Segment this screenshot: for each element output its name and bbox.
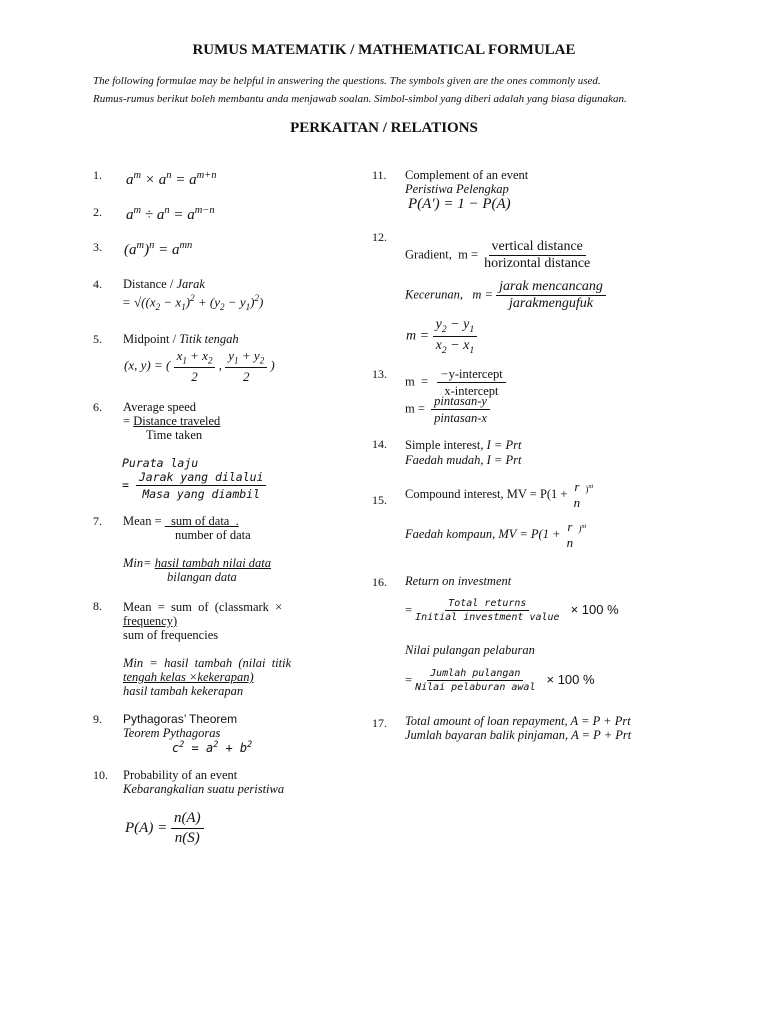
min-grouped-line2: tengah kelas ×kekerapan)	[123, 670, 254, 684]
item-number: 11.	[372, 168, 387, 182]
loan-repayment-ms: Jumlah bayaran balik pinjaman, A = P + Prt	[405, 728, 632, 742]
formula-return-on-investment: = $\frac{\text{Total returns}}{\text{Initial investment value}}$ × 100 %	[405, 598, 619, 623]
formula-index-power: $(a^m)^n = a^{mn}$	[124, 240, 193, 258]
compound-interest-formula: Compound interest, MV = P(1 + r n $^{)^{nt}}$	[405, 479, 594, 510]
item-number: 15.	[372, 493, 387, 507]
min-grouped-line3: hasil tambah kekerapan	[123, 684, 244, 698]
item-number: 7.	[93, 514, 102, 528]
return-on-investment-label: Return on investment	[405, 574, 512, 588]
intro-malay: Rumus-rumus berikut boleh membantu anda menjawab soalan. Simbol-simbol yang diberi adalah yang biasa digunakan.	[93, 93, 627, 105]
mean-formula: Mean = sum of data .	[123, 514, 239, 528]
min-formula: Min= hasil tambah nilai data	[123, 556, 272, 570]
item-number: 5.	[93, 332, 102, 346]
item-number: 3.	[93, 240, 102, 254]
average-speed-numerator: = Distance traveled	[123, 414, 221, 428]
pintasan-formula: m = $\frac{\text{pintasan-y}}{\text{pintasan-x}}$	[405, 394, 490, 425]
gradient-formula: Gradient, m = $\frac{\text{vertical distance}}{\text{horizontal distance}}$	[405, 239, 591, 271]
item-number: 1.	[93, 168, 102, 182]
kecerunan-formula: Kecerunan, m = $\frac{\text{jarak mencancang}}{\text{jarakmengufuk}}$	[405, 280, 606, 311]
item-number: 2.	[93, 205, 102, 219]
formula-index-multiply: $a^m \times a^n = a^{m+n}$	[126, 170, 217, 188]
simple-interest-formula: Simple interest, I = Prt	[405, 438, 522, 452]
section-title: PERKAITAN / RELATIONS	[290, 120, 478, 136]
formula-purata-laju: = $\frac{\text{Jarak yang dilalui}}{\text{Masa yang diambil}}$	[122, 470, 266, 501]
item-number: 9.	[93, 712, 102, 726]
intro-english: The following formulae may be helpful in answering the questions. The symbols given are the ones commonly used.	[93, 75, 601, 87]
item-number: 17.	[372, 716, 387, 730]
probability-label: Probability of an event	[123, 768, 238, 782]
nilai-pulangan-label: Nilai pulangan pelaburan	[405, 643, 535, 657]
mean-denominator: number of data	[175, 528, 251, 542]
faedah-kompaun-formula: Faedah kompaun, MV = P(1 + r n $^{)^{nt}}$	[405, 519, 587, 550]
page-title: RUMUS MATEMATIK / MATHEMATICAL FORMULAE	[192, 42, 576, 58]
kebarangkalian-label: Kebarangkalian suatu peristiwa	[123, 782, 285, 796]
purata-laju-label: Purata laju	[122, 456, 199, 470]
item-number: 4.	[93, 277, 102, 291]
formula-probability: P(A) = $\frac{n(A)}{n(S)}$	[125, 810, 204, 847]
min-denominator: bilangan data	[167, 570, 237, 584]
peristiwa-pelengkap-label: Peristiwa Pelengkap	[405, 182, 509, 196]
faedah-mudah-formula: Faedah mudah, I = Prt	[405, 453, 522, 467]
item-number: 8.	[93, 599, 102, 613]
formula-gradient-points: m = $\frac{y_2 - y_1}{x_2 - x_1}$	[406, 317, 477, 356]
loan-repayment-en: Total amount of loan repayment, A = P + Prt	[405, 714, 631, 728]
formula-midpoint: (x, y) = ( $\frac{x_1 + x_2}{2}$ , $\frac{y_1 + y_2}{2}$ )	[124, 348, 275, 384]
formula-nilai-pulangan: = $\frac{\text{Jumlah pulangan}}{\text{Nilai pelaburan awal}}$ × 100 %	[405, 668, 595, 693]
complement-label: Complement of an event	[405, 168, 529, 182]
teorem-pythagoras-label: Teorem Pythagoras	[123, 726, 221, 740]
midpoint-label: Midpoint / Titik tengah	[123, 332, 239, 346]
item-number: 10.	[93, 768, 108, 782]
mean-grouped-line2: frequency)	[123, 614, 178, 628]
formula-pythagoras: $c^2 = a^2 + b^2$	[172, 739, 253, 755]
mean-grouped-line1: Mean = sum of (classmark ×	[123, 600, 283, 614]
item-number: 13.	[372, 367, 387, 381]
formula-index-divide: $a^m \div a^n = a^{m-n}$	[126, 205, 215, 223]
pythagoras-label: Pythagoras’ Theorem	[123, 712, 238, 726]
formula-complement: P(A′) = 1 − P(A)	[408, 196, 511, 212]
item-number: 16.	[372, 575, 387, 589]
item-number: 6.	[93, 400, 102, 414]
item-number: 14.	[372, 437, 387, 451]
intercept-formula: m = $\frac{\text{−y-intercept}}{\text{x-intercept}}$	[405, 367, 506, 398]
average-speed-denominator: Time taken	[146, 428, 203, 442]
item-number: 12.	[372, 230, 387, 244]
formula-distance: = $√((x_2 - x_1)^2 + (y_2 - y_1)^2)$	[122, 293, 264, 312]
mean-grouped-line3: sum of frequencies	[123, 628, 219, 642]
distance-label: Distance / Jarak	[123, 277, 205, 291]
average-speed-label: Average speed	[123, 400, 196, 414]
min-grouped-line1: Min = hasil tambah (nilai titik	[123, 656, 292, 670]
